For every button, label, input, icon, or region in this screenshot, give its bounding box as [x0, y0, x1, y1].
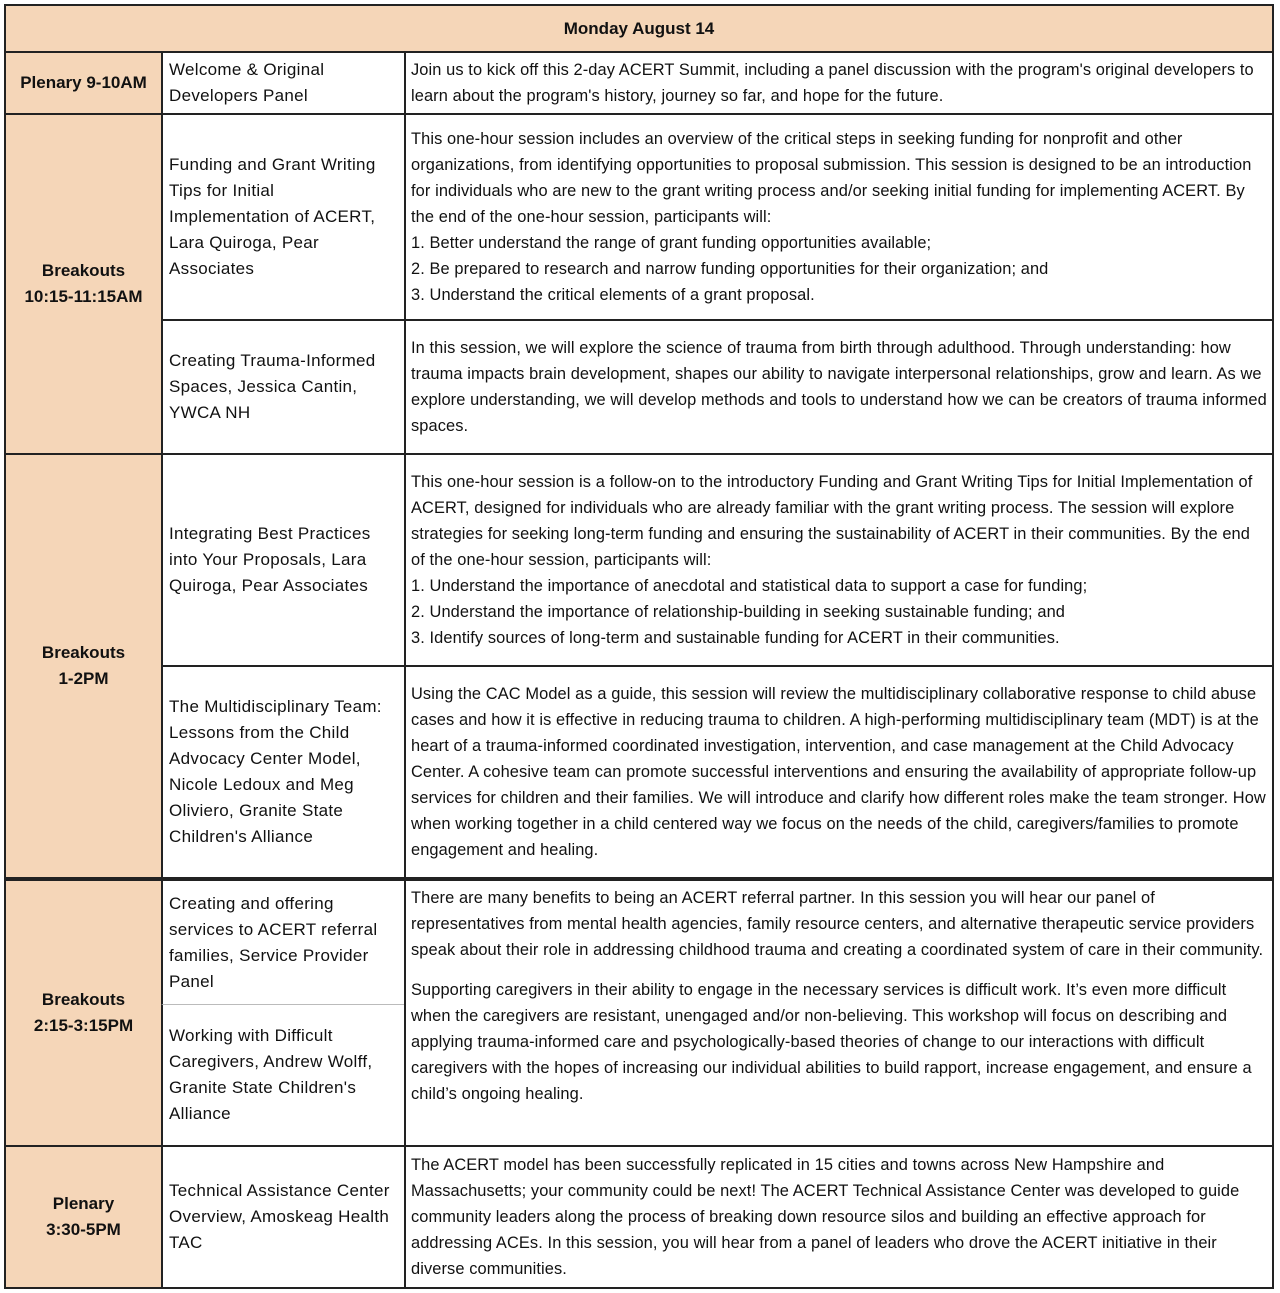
session-title: The Multidisciplinary Team: Lessons from the Child Advocacy Center Model, Nicole Ledoux and Meg Oliviero, Granite State Children's Alliance — [169, 697, 382, 846]
time-label: Plenary 9-10AM — [20, 73, 147, 92]
session-title: Technical Assistance Center Overview, Amoskeag Health TAC — [169, 1181, 390, 1252]
session-description: Supporting caregivers in their ability to engage in the necessary services is difficult work. It’s even more difficult when the caregivers are resistant, unengaged and/or non-believing. This workshop will focus on describing and applying trauma-informed care and psychologically-based theories of change to our interactions with difficult caregivers with the hopes of increasing our individual abilities to build rapport, increase engagement, and ensure a child’s ongoing healing. — [411, 981, 1252, 1103]
session-description: The ACERT model has been successfully replicated in 15 cities and towns across New Hampshire and Massachusetts; your community could be next! The ACERT Technical Assistance Center was developed to guide community leaders along the process of breaking down resource silos and building an effective approach for addressing ACEs. In this session, you will hear from a panel of leaders who drove the ACERT initiative in their diverse communities. — [411, 1156, 1240, 1278]
day-header-label: Monday August 14 — [563, 18, 715, 38]
session-title-cell — [161, 879, 404, 1005]
session-description-cell — [404, 321, 1272, 455]
session-description: Using the CAC Model as a guide, this session will review the multidisciplinary collaborative response to child abuse cases and how it is effective in reducing trauma to children. A high-performing multidisciplinary team (MDT) is at the heart of a trauma-informed coordinated investigation, intervention, and case management at the Child Advocacy Center. A cohesive team can promote successful interventions and ensuring the availability of appropriate follow-up services for children and their families. We will introduce and clarify how different roles make the team stronger. How when working together in a child centered way we focus on the needs of the child, caregivers/families to promote engagement and healing. — [411, 685, 1266, 859]
time-cell-breakouts-1pm — [6, 455, 161, 879]
time-label: Breakouts — [41, 990, 126, 1009]
session-title: Funding and Grant Writing Tips for Initial Implementation of ACERT, Lara Quiroga, Pear Associates — [169, 155, 376, 278]
list-item: 3. Identify sources of long-term and sustainable funding for ACERT in their communities. — [411, 629, 1060, 647]
session-description: This one-hour session includes an overview of the critical steps in seeking funding for nonprofit and other organizations, from identifying opportunities to proposal submission. This session is designed to be an introduction for individuals who are new to the grant writing process and/or seeking initial funding for implementing ACERT. By the end of the one-hour session, participants will: — [411, 130, 1252, 226]
session-description-cell — [404, 455, 1272, 667]
session-title-cell — [161, 115, 404, 321]
session-description-cell — [404, 879, 1272, 1147]
session-title-cell — [161, 667, 404, 879]
session-description: Join us to kick off this 2-day ACERT Summit, including a panel discussion with the program's original developers to learn about the program's history, journey so far, and hope for the future. — [411, 61, 1254, 105]
day-header — [6, 6, 1272, 53]
time-range: 1-2PM — [58, 669, 109, 688]
time-range: 3:30-5PM — [46, 1220, 121, 1239]
time-cell-plenary-morning — [6, 53, 161, 115]
session-title: Creating and offering services to ACERT referral families, Service Provider Panel — [169, 893, 378, 991]
session-description: There are many benefits to being an ACERT referral partner. In this session you will hear our panel of representatives from mental health agencies, family resource centers, and alternative therapeutic service providers speak about their role in addressing childhood trauma and creating a coordinated system of care in their community. — [411, 889, 1264, 959]
session-description: This one-hour session is a follow-on to the introductory Funding and Grant Writing Tips for Initial Implementation of ACERT, designed for individuals who are already familiar with the grant writing process. The session will explore strategies for seeking long-term funding and ensuring the sustainability of ACERT in their communities. By the end of the one-hour session, participants will: — [411, 473, 1253, 569]
time-cell-breakouts-215 — [6, 879, 161, 1147]
time-range: 10:15-11:15AM — [24, 287, 143, 306]
list-item: 1. Better understand the range of grant funding opportunities available; — [411, 234, 932, 252]
session-title: Welcome & Original Developers Panel — [169, 60, 325, 105]
time-label: Breakouts — [41, 261, 126, 280]
time-label: Breakouts — [41, 643, 126, 662]
session-title-cell — [161, 321, 404, 455]
list-item: 1. Understand the importance of anecdotal and statistical data to support a case for funding; — [411, 577, 1088, 595]
time-label: Plenary — [52, 1194, 115, 1213]
session-title: Working with Difficult Caregivers, Andrew Wolff, Granite State Children's Alliance — [169, 1026, 373, 1123]
session-description-cell — [404, 667, 1272, 879]
session-description-cell — [404, 115, 1272, 321]
session-title-cell — [161, 455, 404, 667]
session-title-cell — [161, 1147, 404, 1287]
time-range: 2:15-3:15PM — [33, 1016, 134, 1035]
session-title-cell — [161, 53, 404, 115]
session-title-cell — [161, 1005, 404, 1147]
list-item: 2. Be prepared to research and narrow funding opportunities for their organization; and — [411, 260, 1049, 278]
session-title: Creating Trauma-Informed Spaces, Jessica Cantin, YWCA NH — [169, 351, 376, 422]
time-cell-plenary-afternoon — [6, 1147, 161, 1287]
session-title: Integrating Best Practices into Your Proposals, Lara Quiroga, Pear Associates — [169, 524, 371, 595]
session-description: In this session, we will explore the science of trauma from birth through adulthood. Through understanding: how trauma impacts brain development, shapes our ability to navigate interpersonal relationships, grow and learn. As we explore understanding, we will develop methods and tools to understand how we can be creators of trauma informed spaces. — [411, 339, 1267, 435]
list-item: 3. Understand the critical elements of a grant proposal. — [411, 286, 815, 304]
schedule-table — [4, 4, 1274, 1289]
session-description-cell — [404, 1147, 1272, 1287]
session-description-cell — [404, 53, 1272, 115]
time-cell-breakouts-1015 — [6, 115, 161, 455]
list-item: 2. Understand the importance of relationship-building in seeking sustainable funding; and — [411, 603, 1066, 621]
